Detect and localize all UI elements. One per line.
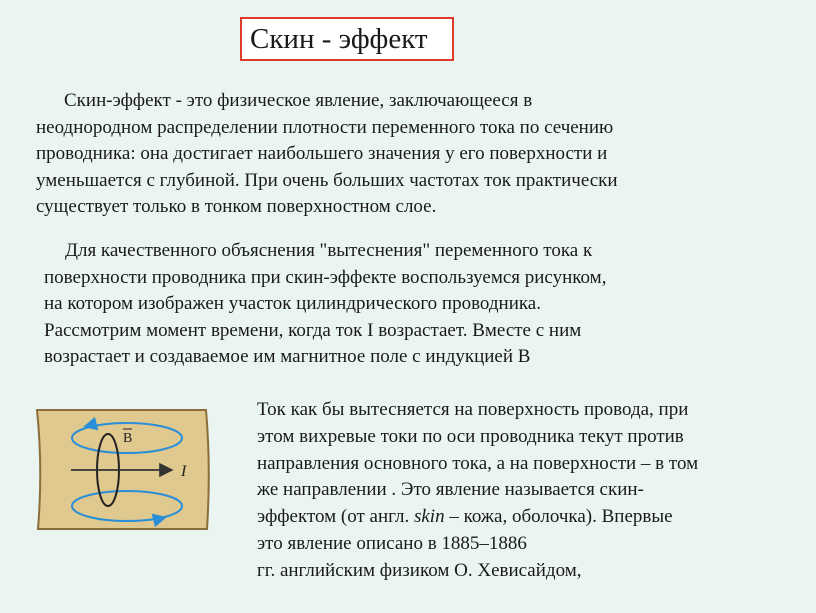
text-line: неоднородном распределении плотности переменного тока по сечению xyxy=(36,116,614,138)
text-line: проводника: она достигает наибольшего значения у его поверхности и xyxy=(36,143,608,164)
term-skin: skin xyxy=(413,506,445,528)
text-line: существует только в тонком поверхностном слое. xyxy=(36,196,437,217)
text-line: же направлении . Это явление называется скин- xyxy=(257,479,644,501)
text-line: гг. английским физиком О. Хевисайдом, xyxy=(257,559,582,581)
text-line: поверхности проводника при скин-эффекте воспользуемся рисунком, xyxy=(44,266,607,288)
page-title: Скин - эффект xyxy=(240,17,454,61)
label-i: I xyxy=(181,463,187,480)
text-line: этом вихревые токи по оси проводника текут против xyxy=(257,425,684,447)
text-line: Рассмотрим момент времени, когда ток I возрастает. Вместе с ним xyxy=(44,319,582,341)
paragraph-history xyxy=(257,397,698,585)
text-line: это явление описано в 1885–1886 xyxy=(257,532,527,554)
text-line: Ток как бы вытесняется на поверхность провода, при xyxy=(257,399,689,420)
text-line: уменьшается с глубиной. При очень больших частотах ток практически xyxy=(36,169,618,191)
text-line: возрастает и создаваемое им магнитное поле с индукцией В xyxy=(44,346,531,367)
paragraph-explanation xyxy=(44,238,606,371)
conductor-figure xyxy=(35,408,212,531)
text-line xyxy=(257,504,698,531)
text-line: Для качественного объяснения "вытеснения" переменного тока к xyxy=(65,240,593,261)
paragraph-definition xyxy=(36,88,618,221)
text-line: Скин-эффект - это физическое явление, заключающееся в xyxy=(64,90,533,111)
text-line: на котором изображен участок цилиндрического проводника. xyxy=(44,293,541,314)
label-b: B xyxy=(123,431,133,446)
text-line: направления основного тока, а на поверхности – в том xyxy=(257,452,699,474)
text-segment: – кожа, оболочка). Впервые xyxy=(444,506,673,528)
conductor-diagram xyxy=(35,408,212,531)
text-segment: эффектом (от англ. xyxy=(257,506,414,528)
